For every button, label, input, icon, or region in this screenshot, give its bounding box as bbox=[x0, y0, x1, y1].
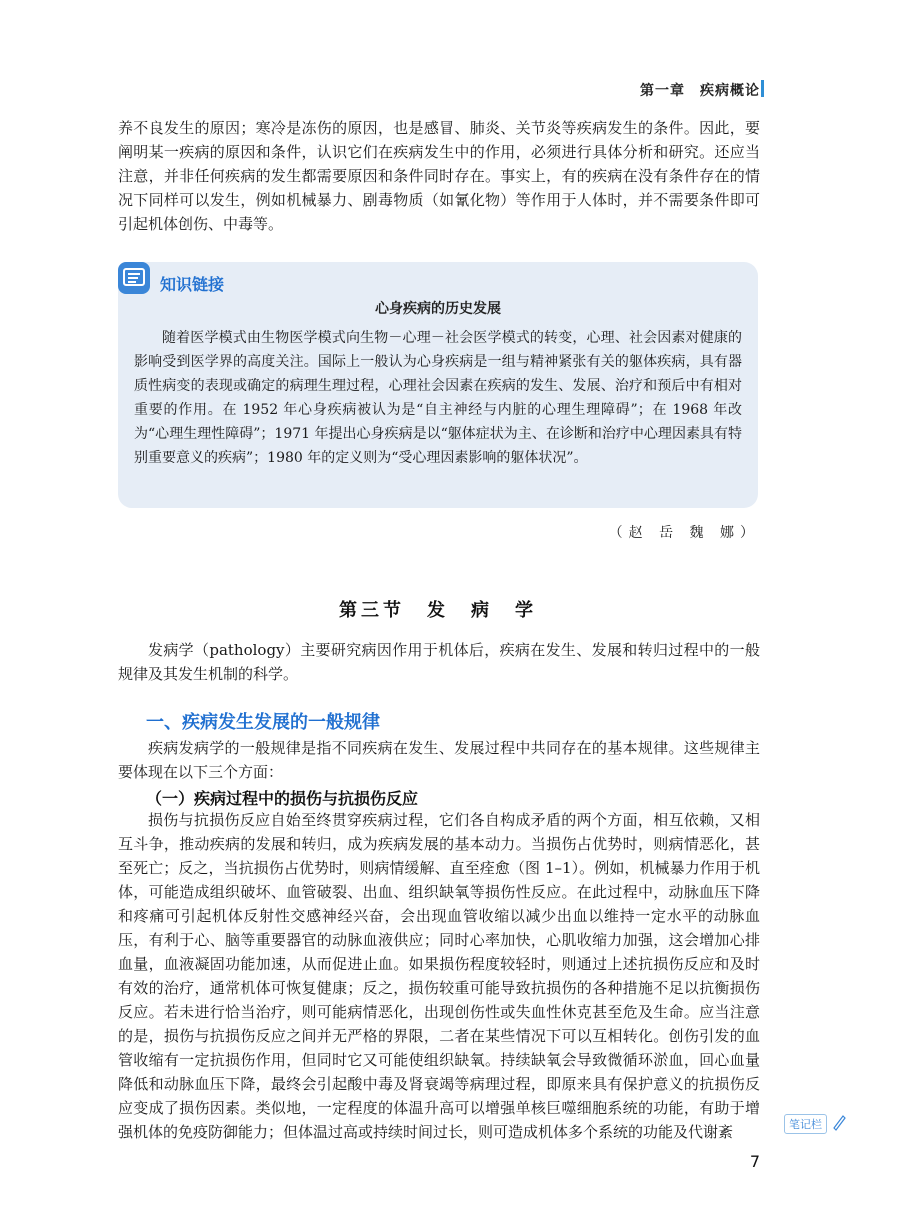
knowledge-link-label: 知识链接 bbox=[160, 275, 225, 294]
intro-paragraph: 养不良发生的原因；寒冷是冻伤的原因，也是感冒、肺炎、关节炎等疾病发生的条件。因此，要阐明某一疾病的原因和条件，认识它们在疾病发生中的作用，必须进行具体分析和研究。还应当注意，并非任何疾病的发生都需要原因和条件同时存在。事实上，有的疾病在没有条件存在的情况下同样可以发生，例如机械暴力、剧毒物质（如氰化物）等作用于人体时，并不需要条件即可引起机体创伤、中毒等。 bbox=[118, 119, 760, 233]
authors: （赵 岳 魏 娜） bbox=[608, 525, 760, 541]
notes-tag bbox=[784, 1112, 856, 1136]
knowledge-link-title: 心身疾病的历史发展 bbox=[375, 301, 501, 317]
header-accent-bar bbox=[761, 80, 764, 97]
chapter-header: 第一章 疾病概论 bbox=[640, 83, 760, 99]
section-title: 第三节 发 病 学 bbox=[339, 600, 537, 621]
knowledge-link-body: 随着医学模式由生物医学模式向生物－心理－社会医学模式的转变，心理、社会因素对健康的影响受到医学界的高度关注。国际上一般认为心身疾病是一组与精神紧张有关的躯体疾病，具有器质性病变的表现或确定的病理生理过程，心理社会因素在疾病的发生、发展、治疗和预后中有相对重要的作用。在 1952 年心身疾病被认为是“自主神经与内脏的心理生理障碍”；在 1968 年改为“心理生理性障碍”；1971 年提出心身疾病是以“躯体症状为主、在诊断和治疗中心理因素具有特别重要意义的疾病”；1980 年的定义则为“受心理因素影响的躯体状况”。 bbox=[134, 330, 742, 466]
body-paragraph: 损伤与抗损伤反应自始至终贯穿疾病过程，它们各自构成矛盾的两个方面，相互依赖，又相互斗争，推动疾病的发展和转归，成为疾病发展的基本动力。当损伤占优势时，则病情恶化，甚至死亡；反之，当抗损伤占优势时，则病情缓解、直至痊愈（图 1–1）。例如，机械暴力作用于机体，可能造成组织破坏、血管破裂、出血、组织缺氧等损伤性反应。在此过程中，动脉血压下降和疼痛可引起机体反射性交感神经兴奋，会出现血管收缩以减少出血以维持一定水平的动脉血压，有利于心、脑等重要器官的动脉血液供应；同时心率加快，心肌收缩力加强，这会增加心排血量，血液凝固功能加速，从而促进止血。如果损伤程度较轻时，则通过上述抗损伤反应和及时有效的治疗，通常机体可恢复健康；反之，损伤较重可能导致抗损伤的各种措施不足以抗衡损伤反应。若未进行恰当治疗，则可能病情恶化，出现创伤性或失血性休克甚至危及生命。应当注意的是，损伤与抗损伤反应之间并无严格的界限，二者在某些情况下可以互相转化。创伤引发的血管收缩有一定抗损伤作用，但同时它又可能使组织缺氧。持续缺氧会导致微循环淤血，回心血量降低和动脉血压下降，最终会引起酸中毒及肾衰竭等病理过程，即原来具有保护意义的抗损伤反应变成了损伤因素。类似地，一定程度的体温升高可以增强单核巨噬细胞系统的功能，有助于增强机体的免疫防御能力；但体温过高或持续时间过长，则可造成机体多个系统的功能及代谢紊 bbox=[118, 811, 760, 1141]
section-intro: 发病学（pathology）主要研究病因作用于机体后，疾病在发生、发展和转归过程中的一般规律及其发生机制的科学。 bbox=[118, 641, 760, 683]
notes-label: 笔记栏 bbox=[784, 1114, 827, 1134]
document-icon bbox=[118, 262, 150, 294]
pen-icon bbox=[831, 1113, 847, 1135]
subsection-heading: 一、疾病发生发展的一般规律 bbox=[146, 712, 380, 733]
subsection-intro: 疾病发病学的一般规律是指不同疾病在发生、发展过程中共同存在的基本规律。这些规律主要体现在以下三个方面： bbox=[118, 739, 760, 781]
sub-subsection-heading: （一）疾病过程中的损伤与抗损伤反应 bbox=[146, 789, 419, 808]
page-number: 7 bbox=[749, 1152, 760, 1171]
